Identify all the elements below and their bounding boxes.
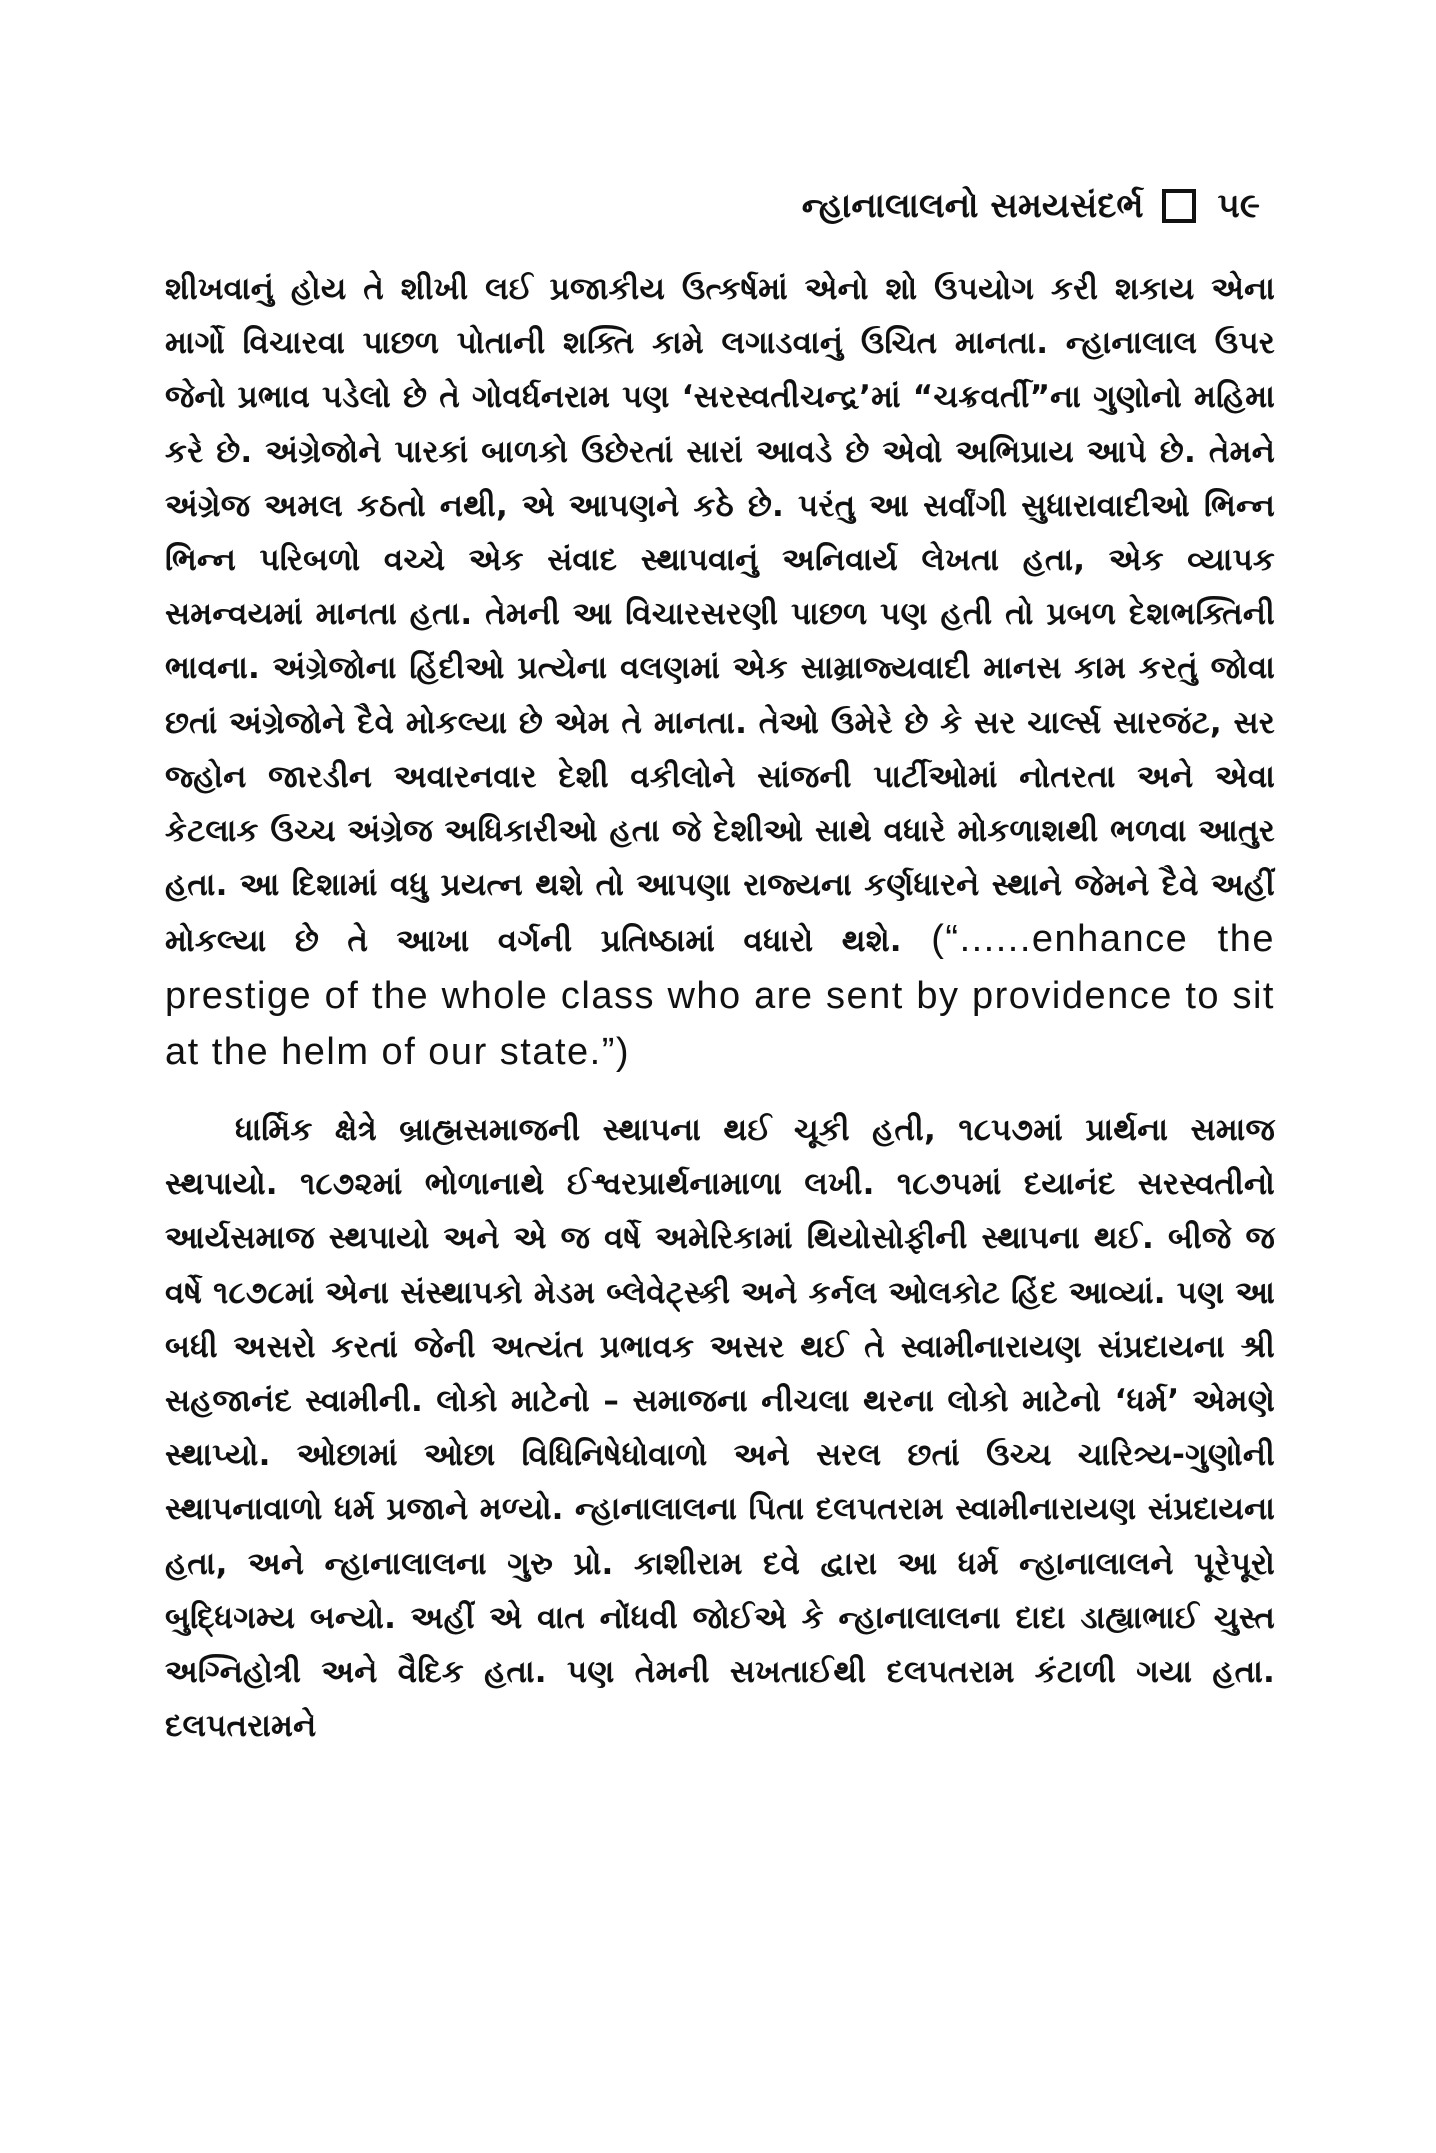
running-title: ન્હાનાલાલનો સમયસંદર્ભ [801,186,1144,226]
paragraph-2 [165,1103,1275,1753]
box-ornament-icon [1162,189,1196,223]
paragraph-1-text: શીખવાનું હોય તે શીખી લઈ પ્રજાકીય ઉત્કર્ષમાં એનો શો ઉપયોગ કરી શકાય એના માર્ગો વિચારવા પાછળ પોતાની શક્તિ કામે લગાડવાનું ઉચિત માનતા. ન્હાનાલાલ ઉપર જેનો પ્રભાવ પડેલો છે તે ગોવર્ધનરામ પણ ‘સરસ્વતીચન્દ્ર’માં “ચક્રવર્તી”ના ગુણોનો મહિમા કરે છે. અંગ્રેજોને પારકાં બાળકો ઉછેરતાં સારાં આવડે છે એવો અભિપ્રાય આપે છે. તેમને અંગ્રેજ અમલ કઠતો નથી, એ આપણને કઠે છે. પરંતુ આ સર્વાંગી સુધારાવાદીઓ ભિન્ન ભિન્ન પરિબળો વચ્ચે એક સંવાદ સ્થાપવાનું અનિવાર્ય લેખતા હતા, એક વ્યાપક સમન્વયમાં માનતા હતા. તેમની આ વિચારસરણી પાછળ પણ હતી તો પ્રબળ દેશભક્તિની ભાવના. અંગ્રેજોના હિંદીઓ પ્રત્યેના વલણમાં એક સામ્રાજ્યવાદી માનસ કામ કરતું જોવા છતાં અંગ્રેજોને દૈવે મોકલ્યા છે એમ તે માનતા. તેઓ ઉમેરે છે કે સર ચાર્લ્સ સારજંટ, સર જ્હોન જારડીન અવારનવાર દેશી વકીલોને સાંજની પાર્ટીઓમાં નોતરતા અને એવા કેટલાક ઉચ્ચ અંગ્રેજ અધિકારીઓ હતા જે દેશીઓ સાથે વધારે મોકળાશથી ભળવા આતુર હતા. આ દિશામાં વધુ પ્રયત્ન થશે તો આપણા રાજ્યના કર્ણધારને સ્થાને જેમને દૈવે અહીં મોકલ્યા છે તે આખા વર્ગની પ્રતિષ્ઠામાં વધારો થશે. [165,271,1275,960]
page-body [165,262,1275,1753]
english-quote: (“......enhance the prestige of the whole class who are sent by providence to sit at the helm of our state.”) [165,918,1275,1073]
paragraph-2-text: ધાર્મિક ક્ષેત્રે બ્રાહ્મસમાજની સ્થાપના થઈ ચૂકી હતી, ૧૮૫૭માં પ્રાર્થના સમાજ સ્થપાયો. ૧૮૭૨માં ભોળાનાથે ઈશ્વરપ્રાર્થનામાળા લખી. ૧૮૭૫માં દયાનંદ સરસ્વતીનો આર્યસમાજ સ્થપાયો અને એ જ વર્ષે અમેરિકામાં થિયોસોફીની સ્થાપના થઈ. બીજે જ વર્ષે ૧૮૭૮માં એના સંસ્થાપકો મેડમ બ્લેવેટ્સ્કી અને કર્નલ ઓલકોટ હિંદ આવ્યાં. પણ આ બધી અસરો કરતાં જેની અત્યંત પ્રભાવક અસર થઈ તે સ્વામીનારાયણ સંપ્રદાયના શ્રી સહજાનંદ સ્વામીની. લોકો માટેનો – સમાજના નીચલા થરના લોકો માટેનો ‘ધર્મ’ એમણે સ્થાપ્યો. ઓછામાં ઓછા વિધિનિષેધોવાળો અને સરલ છતાં ઉચ્ચ ચારિત્ર્ય-ગુણોની સ્થાપનાવાળો ધર્મ પ્રજાને મળ્યો. ન્હાનાલાલના પિતા દલપતરામ સ્વામીનારાયણ સંપ્રદાયના હતા, અને ન્હાનાલાલના ગુરુ પ્રો. કાશીરામ દવે દ્વારા આ ધર્મ ન્હાનાલાલને પૂરેપૂરો બુદ્ધિગમ્ય બન્યો. અહીં એ વાત નોંધવી જોઈએ કે ન્હાનાલાલના દાદા ડાહ્યાભાઈ ચુસ્ત અગ્નિહોત્રી અને વૈદિક હતા. પણ તેમની સખતાઈથી દલપતરામ કંટાળી ગયા હતા. દલપતરામને [165,1112,1275,1745]
paragraph-1 [165,262,1275,1081]
page-number: ૫૯ [1217,186,1260,226]
page-header [700,178,1260,234]
